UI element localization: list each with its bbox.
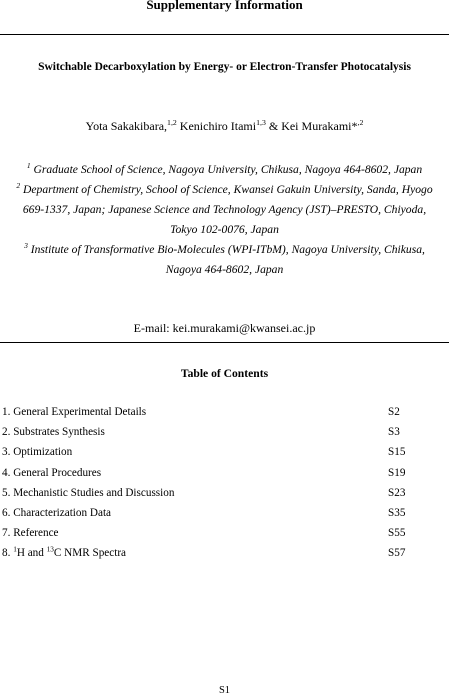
toc-item-label: 2. Substrates Synthesis — [2, 426, 105, 438]
author-list — [0, 119, 449, 134]
toc-item-page: S19 — [388, 467, 406, 479]
toc-item[interactable] — [2, 406, 447, 422]
affiliation-number: 2 — [16, 181, 21, 191]
affiliation-number: 3 — [24, 241, 28, 251]
toc-item-page: S3 — [388, 426, 400, 438]
toc-item-page: S55 — [388, 527, 406, 539]
toc-item[interactable] — [2, 507, 447, 523]
header-rule — [0, 34, 449, 35]
author-affiliation-marker: ,2 — [357, 118, 364, 127]
affiliation-line: Department of Chemistry, School of Science, Kwansei Gakuin University, Sanda, Hyogo — [23, 183, 433, 196]
contact-email: E-mail: kei.murakami@kwansei.ac.jp — [133, 321, 316, 335]
author-affiliation-marker: 1,3 — [256, 118, 266, 127]
affiliation-line: Tokyo 102-0076, Japan — [170, 223, 279, 236]
author-affiliation-marker: 1,2 — [167, 118, 177, 127]
toc-item[interactable] — [2, 446, 447, 462]
toc-item-page: S2 — [388, 406, 400, 418]
toc-item-page: S35 — [388, 507, 406, 519]
affiliation-3 — [0, 240, 449, 280]
affiliation-line: 669-1337, Japan; Japanese Science and Technology Agency (JST)–PRESTO, Chiyoda, — [22, 203, 427, 216]
toc-item-label: 7. Reference — [2, 527, 59, 539]
toc-item[interactable] — [2, 547, 447, 563]
paper-title: Switchable Decarboxylation by Energy- or Electron-Transfer Photocatalysis — [38, 61, 411, 73]
affiliation-number: 1 — [26, 161, 31, 171]
author-name: Yota Sakakibara, — [85, 119, 168, 133]
toc-item-label: 4. General Procedures — [2, 467, 102, 479]
affiliation-line: Graduate School of Science, Nagoya University, Chikusa, Nagoya 464-8602, Japan — [33, 163, 423, 176]
toc-item[interactable] — [2, 527, 447, 543]
toc-item-label: 3. Optimization — [2, 446, 73, 458]
toc-title: Table of Contents — [180, 367, 269, 380]
toc-item-page: S57 — [388, 547, 406, 559]
toc-item[interactable] — [2, 467, 447, 483]
affiliation-2 — [0, 180, 449, 240]
author-name: Kenichiro Itami — [176, 119, 257, 133]
toc-item-label: 6. Characterization Data — [2, 507, 112, 519]
section-rule — [0, 342, 449, 343]
affiliation-1 — [0, 160, 449, 180]
toc-item-page: S23 — [388, 487, 406, 499]
affiliation-line: Nagoya 464-8602, Japan — [165, 263, 284, 276]
toc-item-label: 1. General Experimental Details — [2, 406, 147, 418]
toc-item[interactable] — [2, 487, 447, 503]
toc-item-page: S15 — [388, 446, 406, 458]
toc-item-label: 8. $^1$H and $^{13}$C NMR Spectra — [2, 545, 127, 559]
page-number: S1 — [218, 685, 231, 696]
author-name: & Kei Murakami* — [265, 119, 358, 133]
toc-item[interactable] — [2, 426, 447, 442]
toc-item-label: 5. Mechanistic Studies and Discussion — [2, 487, 175, 499]
document-header-title: Supplementary Information — [146, 0, 303, 12]
affiliation-line: Institute of Transformative Bio-Molecules (WPI-ITbM), Nagoya University, Chikusa, — [30, 243, 425, 256]
